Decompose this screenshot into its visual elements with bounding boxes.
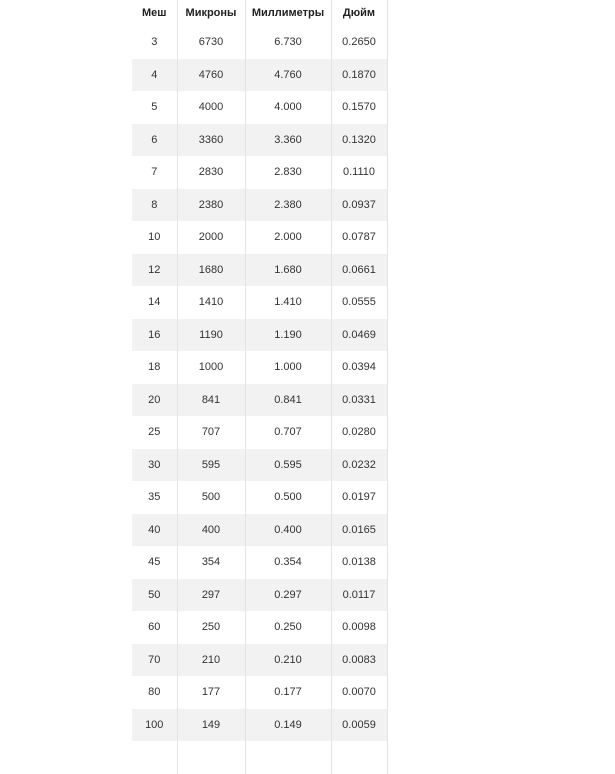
cell-microns: 3360 [177,124,245,157]
cell-mesh: 45 [132,546,177,579]
table-row [132,709,387,742]
cell-mesh [132,741,177,774]
cell-mesh: 30 [132,449,177,482]
table-row [132,741,387,774]
cell-mesh: 60 [132,611,177,644]
cell-millimeters: 0.841 [245,384,331,417]
cell-inch: 0.0394 [331,351,387,384]
cell-mesh: 10 [132,221,177,254]
cell-mesh: 100 [132,709,177,742]
table-row [132,319,387,352]
cell-millimeters: 0.177 [245,676,331,709]
cell-microns: 2380 [177,189,245,222]
table-row [132,546,387,579]
cell-mesh: 14 [132,286,177,319]
cell-microns: 1410 [177,286,245,319]
cell-inch: 0.0059 [331,709,387,742]
table-row [132,611,387,644]
cell-microns: 841 [177,384,245,417]
table-row [132,221,387,254]
cell-inch: 0.0197 [331,481,387,514]
cell-inch: 0.0138 [331,546,387,579]
table-row [132,416,387,449]
table-row [132,449,387,482]
table-row [132,286,387,319]
cell-millimeters: 0.500 [245,481,331,514]
table-row [132,91,387,124]
cell-mesh: 5 [132,91,177,124]
cell-mesh: 25 [132,416,177,449]
cell-millimeters: 0.354 [245,546,331,579]
cell-millimeters: 0.210 [245,644,331,677]
cell-millimeters: 0.297 [245,579,331,612]
table-row [132,59,387,92]
cell-microns: 4000 [177,91,245,124]
table-row [132,351,387,384]
cell-microns: 400 [177,514,245,547]
cell-mesh: 20 [132,384,177,417]
cell-mesh: 35 [132,481,177,514]
cell-microns: 707 [177,416,245,449]
cell-inch: 0.1570 [331,91,387,124]
cell-inch: 0.0117 [331,579,387,612]
cell-millimeters: 0.595 [245,449,331,482]
cell-millimeters: 3.360 [245,124,331,157]
cell-millimeters [245,741,331,774]
cell-millimeters: 1.410 [245,286,331,319]
mesh-conversion-table [132,0,388,774]
cell-inch: 0.0787 [331,221,387,254]
cell-millimeters: 0.149 [245,709,331,742]
cell-mesh: 8 [132,189,177,222]
cell-mesh: 6 [132,124,177,157]
table-row [132,644,387,677]
cell-inch: 0.0469 [331,319,387,352]
cell-millimeters: 2.830 [245,156,331,189]
cell-inch: 0.0280 [331,416,387,449]
cell-microns: 1190 [177,319,245,352]
cell-inch [331,741,387,774]
cell-microns: 1680 [177,254,245,287]
cell-microns: 354 [177,546,245,579]
cell-inch: 0.0165 [331,514,387,547]
cell-microns: 297 [177,579,245,612]
cell-inch: 0.2650 [331,26,387,59]
cell-mesh: 18 [132,351,177,384]
cell-inch: 0.0331 [331,384,387,417]
cell-microns: 210 [177,644,245,677]
table-row [132,384,387,417]
cell-millimeters: 6.730 [245,26,331,59]
cell-mesh: 80 [132,676,177,709]
cell-millimeters: 4.760 [245,59,331,92]
cell-microns: 1000 [177,351,245,384]
cell-millimeters: 1.190 [245,319,331,352]
table-row [132,254,387,287]
cell-microns: 177 [177,676,245,709]
table-row [132,481,387,514]
cell-inch: 0.0937 [331,189,387,222]
cell-microns: 2830 [177,156,245,189]
cell-microns: 250 [177,611,245,644]
table-row [132,189,387,222]
table-row [132,156,387,189]
cell-microns: 149 [177,709,245,742]
cell-inch: 0.0232 [331,449,387,482]
header-mesh: Меш [132,0,177,26]
cell-microns: 4760 [177,59,245,92]
cell-microns: 6730 [177,26,245,59]
cell-inch: 0.0070 [331,676,387,709]
table-header [132,0,387,26]
cell-millimeters: 1.680 [245,254,331,287]
cell-microns: 2000 [177,221,245,254]
cell-mesh: 50 [132,579,177,612]
cell-millimeters: 0.250 [245,611,331,644]
cell-microns: 595 [177,449,245,482]
cell-millimeters: 0.707 [245,416,331,449]
cell-inch: 0.0098 [331,611,387,644]
cell-mesh: 16 [132,319,177,352]
cell-microns: 500 [177,481,245,514]
cell-inch: 0.1320 [331,124,387,157]
cell-millimeters: 4.000 [245,91,331,124]
table-row [132,124,387,157]
cell-millimeters: 0.400 [245,514,331,547]
header-millimeters: Миллиметры [245,0,331,26]
cell-inch: 0.1110 [331,156,387,189]
cell-millimeters: 1.000 [245,351,331,384]
header-row [132,0,387,26]
cell-mesh: 7 [132,156,177,189]
cell-inch: 0.0555 [331,286,387,319]
cell-microns [177,741,245,774]
cell-mesh: 40 [132,514,177,547]
cell-inch: 0.0661 [331,254,387,287]
cell-mesh: 4 [132,59,177,92]
header-microns: Микроны [177,0,245,26]
cell-millimeters: 2.380 [245,189,331,222]
cell-mesh: 70 [132,644,177,677]
cell-inch: 0.0083 [331,644,387,677]
cell-mesh: 12 [132,254,177,287]
table-row [132,514,387,547]
table-row [132,676,387,709]
cell-mesh: 3 [132,26,177,59]
table-row [132,26,387,59]
cell-inch: 0.1870 [331,59,387,92]
cell-millimeters: 2.000 [245,221,331,254]
table-body [132,26,387,774]
table-row [132,579,387,612]
header-inch: Дюйм [331,0,387,26]
